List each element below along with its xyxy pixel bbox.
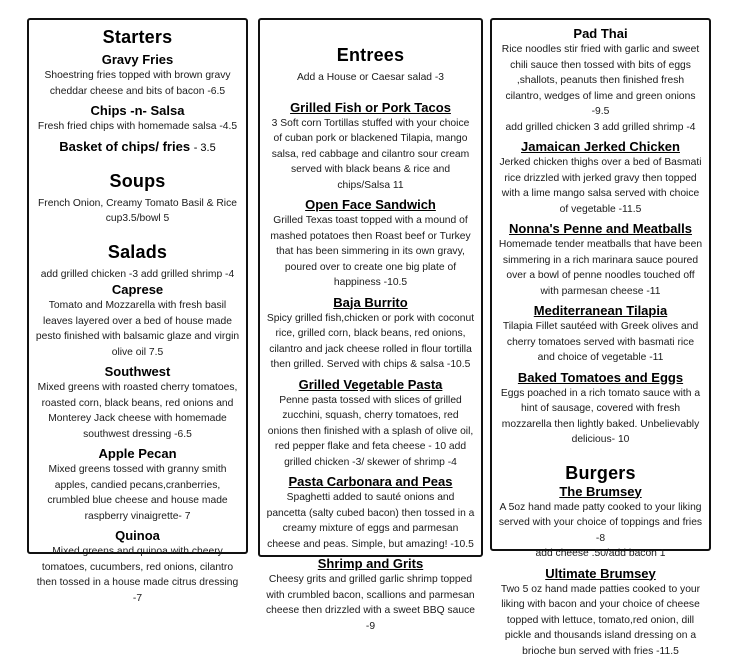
item-desc-apple-pecan: Mixed greens tossed with granny smith apples, candied pecans,cranberries, crumbled blue cheese and house made raspberry vinaigrette- 7 (35, 462, 240, 524)
item-name-chips-salsa: Chips -n- Salsa (35, 103, 240, 119)
item-name-tacos: Grilled Fish or Pork Tacos (266, 100, 475, 116)
soups-desc: French Onion, Creamy Tomato Basil & Rice cup3.5/bowl 5 (35, 196, 240, 227)
item-name-basket: Basket of chips/ fries (59, 139, 190, 154)
item-desc-carbonara: Spaghetti added to sauté onions and pancetta (salty cubed bacon) then tossed in a creamy mixture of eggs and parmesan cheese and peas. Simple, but amazing! -10.5 (266, 490, 475, 552)
item-name-gravy-fries: Gravy Fries (35, 52, 240, 68)
item-desc-chips-salsa: Fresh fried chips with homemade salsa -4.5 (35, 119, 240, 135)
section-title-soups: Soups (35, 170, 240, 192)
item-price-basket: - 3.5 (194, 142, 216, 154)
item-name-baja-burrito: Baja Burrito (266, 295, 475, 311)
item-name-brumsey: The Brumsey (498, 484, 703, 500)
section-title-starters: Starters (35, 26, 240, 48)
menu-panel-entrees (258, 18, 483, 557)
item-desc-jerked-chicken: Jerked chicken thighs over a bed of Basmati rice drizzled with jerked gravy then topped with a lime mango salsa served with choice of vegetable -11.5 (498, 155, 703, 217)
item-addon-brumsey: add cheese .50/add bacon 1 (498, 546, 703, 562)
menu-panel-starters-soups-salads (27, 18, 248, 554)
item-desc-nonna-penne: Homemade tender meatballs that have been simmering in a rich marinara sauce poured over a bowl of penne noodles touched off with parmesan cheese -11 (498, 237, 703, 299)
item-name-veg-pasta: Grilled Vegetable Pasta (266, 377, 475, 393)
item-name-apple-pecan: Apple Pecan (35, 446, 240, 462)
item-name-nonna-penne: Nonna's Penne and Meatballs (498, 221, 703, 237)
item-basket-chips-fries (35, 139, 240, 156)
item-desc-brumsey: A 5oz hand made patty cooked to your liking served with your choice of toppings and fries -8 (498, 500, 703, 547)
item-name-southwest: Southwest (35, 364, 240, 380)
section-title-entrees: Entrees (266, 44, 475, 66)
item-name-ultimate-brumsey: Ultimate Brumsey (498, 566, 703, 582)
item-desc-shrimp-grits: Cheesy grits and grilled garlic shrimp topped with crumbled bacon, scallions and parmesan cheese then drizzled with a sweet BBQ sauce -9 (266, 572, 475, 634)
item-desc-southwest: Mixed greens with roasted cherry tomatoes, roasted corn, black beans, red onions and Monterey Jack cheese with homemade southwest dressing -6.5 (35, 380, 240, 442)
item-name-carbonara: Pasta Carbonara and Peas (266, 474, 475, 490)
item-desc-tacos: 3 Soft corn Tortillas stuffed with your choice of cuban pork or blackened Tilapia, mango salsa, red cabbage and cilantro sour cream served with black beans & rice and chips/Salsa 11 (266, 116, 475, 194)
item-desc-ultimate-brumsey: Two 5 oz hand made patties cooked to your liking with bacon and your choice of cheese topped with lettuce, tomato,red onion, dill pickle and thousands island dressing on a brioche bun served with fries -11.5 (498, 582, 703, 659)
item-desc-quinoa: Mixed greens and quinoa with cheery tomatoes, cucumbers, red onions, cilantro then tossed in a house made citrus dressing -7 (35, 544, 240, 606)
item-name-jerked-chicken: Jamaican Jerked Chicken (498, 139, 703, 155)
item-desc-baked-eggs: Eggs poached in a rich tomato sauce with a hint of sausage, covered with fresh mozzarella then lightly baked. Unbelievably delicious- 10 (498, 386, 703, 448)
item-desc-gravy-fries: Shoestring fries topped with brown gravy cheddar cheese and bits of bacon -6.5 (35, 68, 240, 99)
item-name-baked-eggs: Baked Tomatoes and Eggs (498, 370, 703, 386)
item-desc-veg-pasta: Penne pasta tossed with slices of grilled zucchini, squash, cherry tomatoes, red onions then finished with a splash of olive oil, red pepper flake and feta cheese - 10 add grilled chicken -3/ skewer of shrimp -4 (266, 393, 475, 471)
item-addon-pad-thai: add grilled chicken 3 add grilled shrimp -4 (498, 120, 703, 136)
item-name-quinoa: Quinoa (35, 528, 240, 544)
item-name-open-face: Open Face Sandwich (266, 197, 475, 213)
item-desc-pad-thai: Rice noodles stir fried with garlic and sweet chili sauce then tossed with bits of eggs ,shallots, peanuts then finished fresh cilantro, wedges of lime and green onions -9.5 (498, 42, 703, 120)
item-desc-open-face: Grilled Texas toast topped with a mound of mashed potatoes then Roast beef or Turkey that has been simmering in its own gravy, poured over to create one big plate of happiness -10.5 (266, 213, 475, 291)
salads-addon: add grilled chicken -3 add grilled shrimp -4 (35, 267, 240, 283)
item-name-pad-thai: Pad Thai (498, 26, 703, 42)
menu-panel-specials-burgers (490, 18, 711, 551)
item-desc-med-tilapia: Tilapia Fillet sautéed with Greek olives and cherry tomatoes served with basmati rice and choice of vegetable -11 (498, 319, 703, 366)
item-name-caprese: Caprese (35, 282, 240, 298)
item-name-shrimp-grits: Shrimp and Grits (266, 556, 475, 572)
entrees-addon: Add a House or Caesar salad -3 (266, 70, 475, 86)
section-title-burgers: Burgers (498, 462, 703, 484)
item-desc-baja-burrito: Spicy grilled fish,chicken or pork with coconut rice, grilled corn, black beans, red onions, cilantro and jack cheese rolled in flour tortilla then grilled. Served with chips & salsa -10.5 (266, 311, 475, 373)
item-name-med-tilapia: Mediterranean Tilapia (498, 303, 703, 319)
item-desc-caprese: Tomato and Mozzarella with fresh basil leaves layered over a bed of house made pesto finished with balsamic glaze and virgin olive oil 7.5 (35, 298, 240, 360)
section-title-salads: Salads (35, 241, 240, 263)
